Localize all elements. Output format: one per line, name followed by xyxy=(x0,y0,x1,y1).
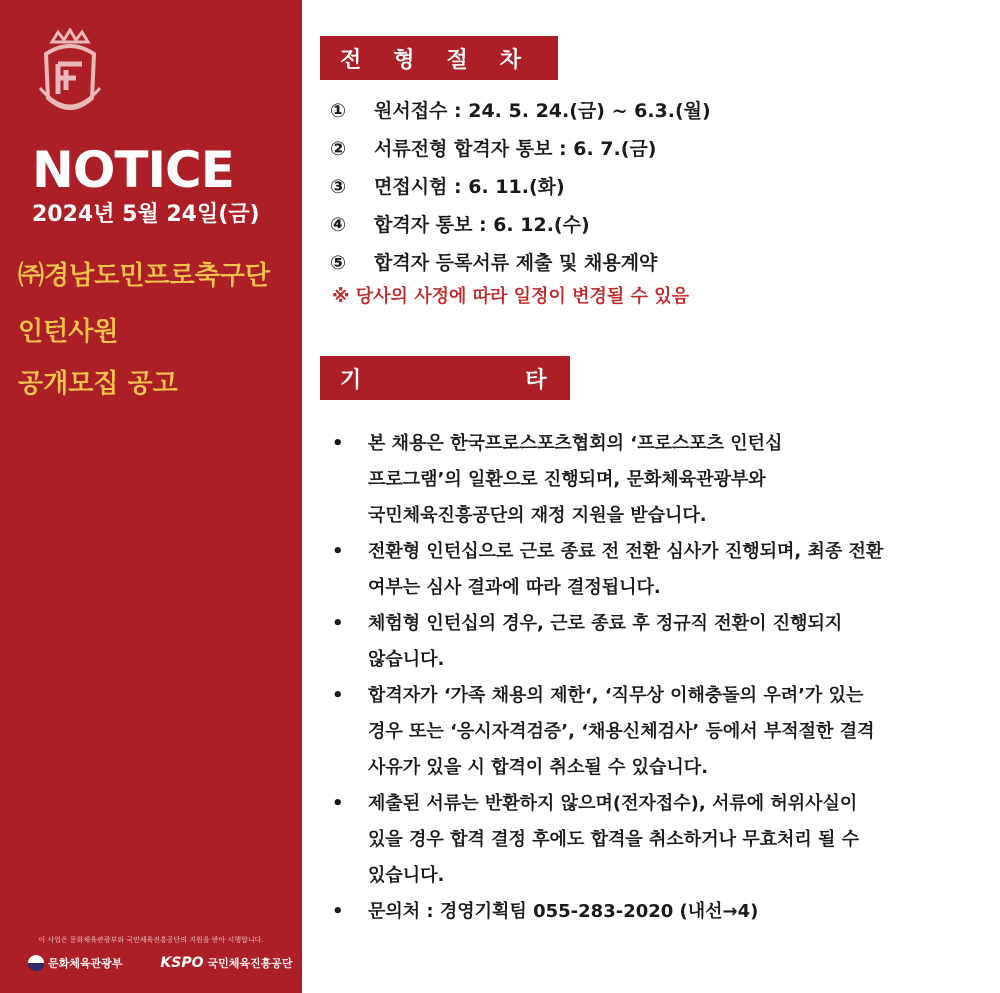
etc-list xyxy=(330,426,990,930)
list-item xyxy=(330,206,711,244)
item-text: 전환형 인턴십으로 근로 종료 전 전환 심사가 진행되며, 최종 전환 여부는 심사 결과에 따라 결정됩니다. xyxy=(368,541,884,598)
sponsor-logos xyxy=(28,955,293,971)
step-text: 합격자 등록서류 제출 및 채용계약 xyxy=(374,252,658,274)
kspo-logo xyxy=(160,955,292,971)
list-item xyxy=(330,244,711,282)
list-item xyxy=(330,168,711,206)
bullet-icon: • xyxy=(332,613,344,634)
bullet-icon: • xyxy=(332,685,344,706)
bullet-icon: • xyxy=(332,901,344,922)
mcst-label: 문화체육관광부 xyxy=(48,957,123,970)
bullet-icon: • xyxy=(332,433,344,454)
list-item xyxy=(330,92,711,130)
heading-char: 기 xyxy=(340,367,362,393)
list-item xyxy=(330,534,990,606)
process-steps xyxy=(330,92,711,282)
step-number: ④ xyxy=(330,214,347,236)
list-item xyxy=(330,786,990,894)
club-emblem-icon xyxy=(32,28,108,124)
item-text: 문의처 : 경영기획팀 055-283-2020 (내선→4) xyxy=(368,901,759,922)
heading-char: 형 xyxy=(393,47,415,73)
heading-char: 차 xyxy=(499,47,522,73)
step-text: 원서접수 : 24. 5. 24.(금) ~ 6.3.(월) xyxy=(374,100,711,122)
notice-title: NOTICE xyxy=(32,141,234,199)
list-item xyxy=(330,678,990,786)
schedule-warning: ※ 당사의 사정에 따라 일정이 변경될 수 있음 xyxy=(332,286,689,307)
step-text: 면접시험 : 6. 11.(화) xyxy=(374,176,565,198)
kspo-wordmark: KSPO xyxy=(160,955,204,971)
step-number: ① xyxy=(330,100,347,122)
step-number: ② xyxy=(330,138,347,160)
step-number: ③ xyxy=(330,176,347,198)
kspo-label: 국민체육진흥공단 xyxy=(207,957,293,970)
step-number: ⑤ xyxy=(330,252,347,274)
list-item xyxy=(330,606,990,678)
step-text: 합격자 통보 : 6. 12.(수) xyxy=(374,214,590,236)
list-item xyxy=(330,894,990,930)
list-item xyxy=(330,426,990,534)
taeguk-icon xyxy=(28,955,44,971)
item-text: 체험형 인턴십의 경우, 근로 종료 후 정규직 전환이 진행되지 않습니다. xyxy=(368,613,843,670)
sponsor-note: 이 사업은 문화체육관광부와 국민체육진흥공단의 지원을 받아 시행합니다. xyxy=(38,936,264,944)
process-heading xyxy=(320,36,558,80)
heading-char: 타 xyxy=(525,367,547,393)
sidebar-panel xyxy=(0,0,302,993)
item-text: 제출된 서류는 반환하지 않으며(전자접수), 서류에 허위사실이 있을 경우 합격 결정 후에도 합격을 취소하거나 무효처리 될 수 있습니다. xyxy=(368,793,860,886)
bullet-icon: • xyxy=(332,793,344,814)
mcst-logo xyxy=(28,955,122,971)
org-name: ㈜경남도민프로축구단 xyxy=(18,261,271,291)
item-text: 합격자가 ‘가족 채용의 제한‘, ‘직무상 이해충돌의 우려’가 있는 경우 또는 ‘응시자격검증’, ‘채용신체검사’ 등에서 부적절한 결격 사유가 있을 시 합격이 취소될 수 있습니다. xyxy=(368,685,875,778)
heading-char: 전 xyxy=(340,47,362,73)
list-item xyxy=(330,130,711,168)
item-text: 본 채용은 한국프로스포츠협회의 ‘프로스포츠 인턴십 프로그램’의 일환으로 진행되며, 문화체육관광부와 국민체육진흥공단의 재정 지원을 받습니다. xyxy=(368,433,783,526)
step-text: 서류전형 합격자 통보 : 6. 7.(금) xyxy=(374,138,657,160)
etc-heading xyxy=(320,356,570,400)
notice-date: 2024년 5월 24일(금) xyxy=(32,202,260,227)
bullet-icon: • xyxy=(332,541,344,562)
heading-char: 절 xyxy=(446,47,468,73)
position-title: 인턴사원 xyxy=(18,317,119,347)
announcement-title: 공개모집 공고 xyxy=(18,369,178,399)
